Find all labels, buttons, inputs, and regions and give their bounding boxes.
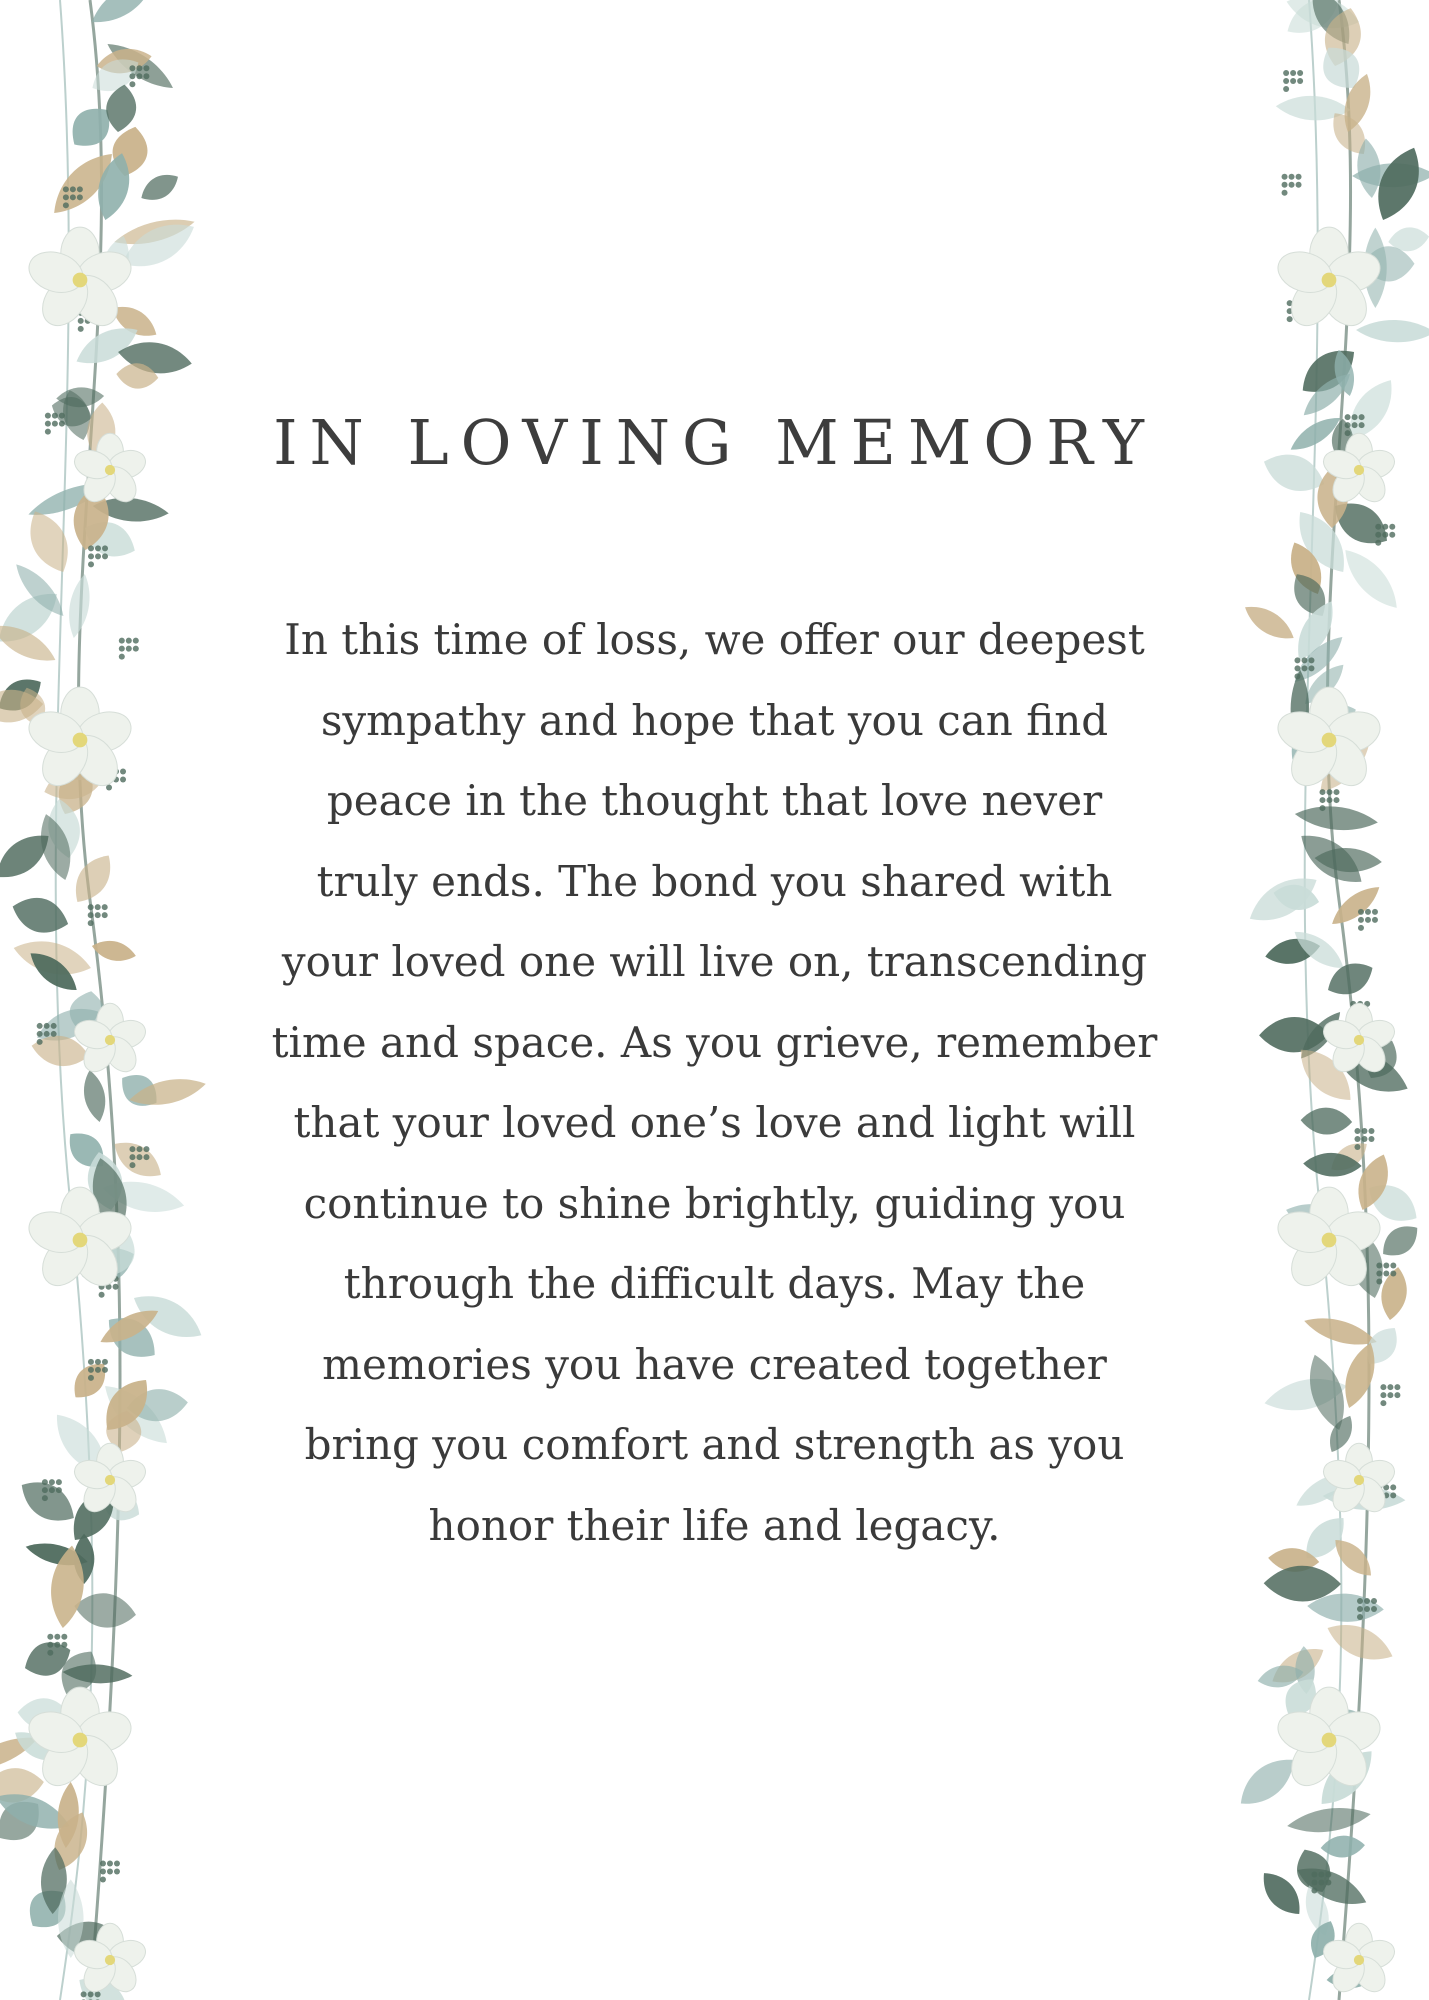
- floral-border-icon: [0, 0, 240, 2000]
- floral-border-icon: [1189, 0, 1429, 2000]
- floral-border-right: [1189, 0, 1429, 2000]
- card-title: IN LOVING MEMORY: [273, 406, 1156, 479]
- floral-border-left: [0, 0, 240, 2000]
- condolence-message: In this time of loss, we offer our deepest sympathy and hope that you can find peace in the thought that love never truly ends. The bond you shared with your loved one will live on, transcending time and space. As you grieve, remember that your loved one’s love and light will continue to shine brightly, guiding you through the difficult days. May the memories you have created together bring you comfort and strength as you honor their life and legacy.: [271, 615, 1158, 1550]
